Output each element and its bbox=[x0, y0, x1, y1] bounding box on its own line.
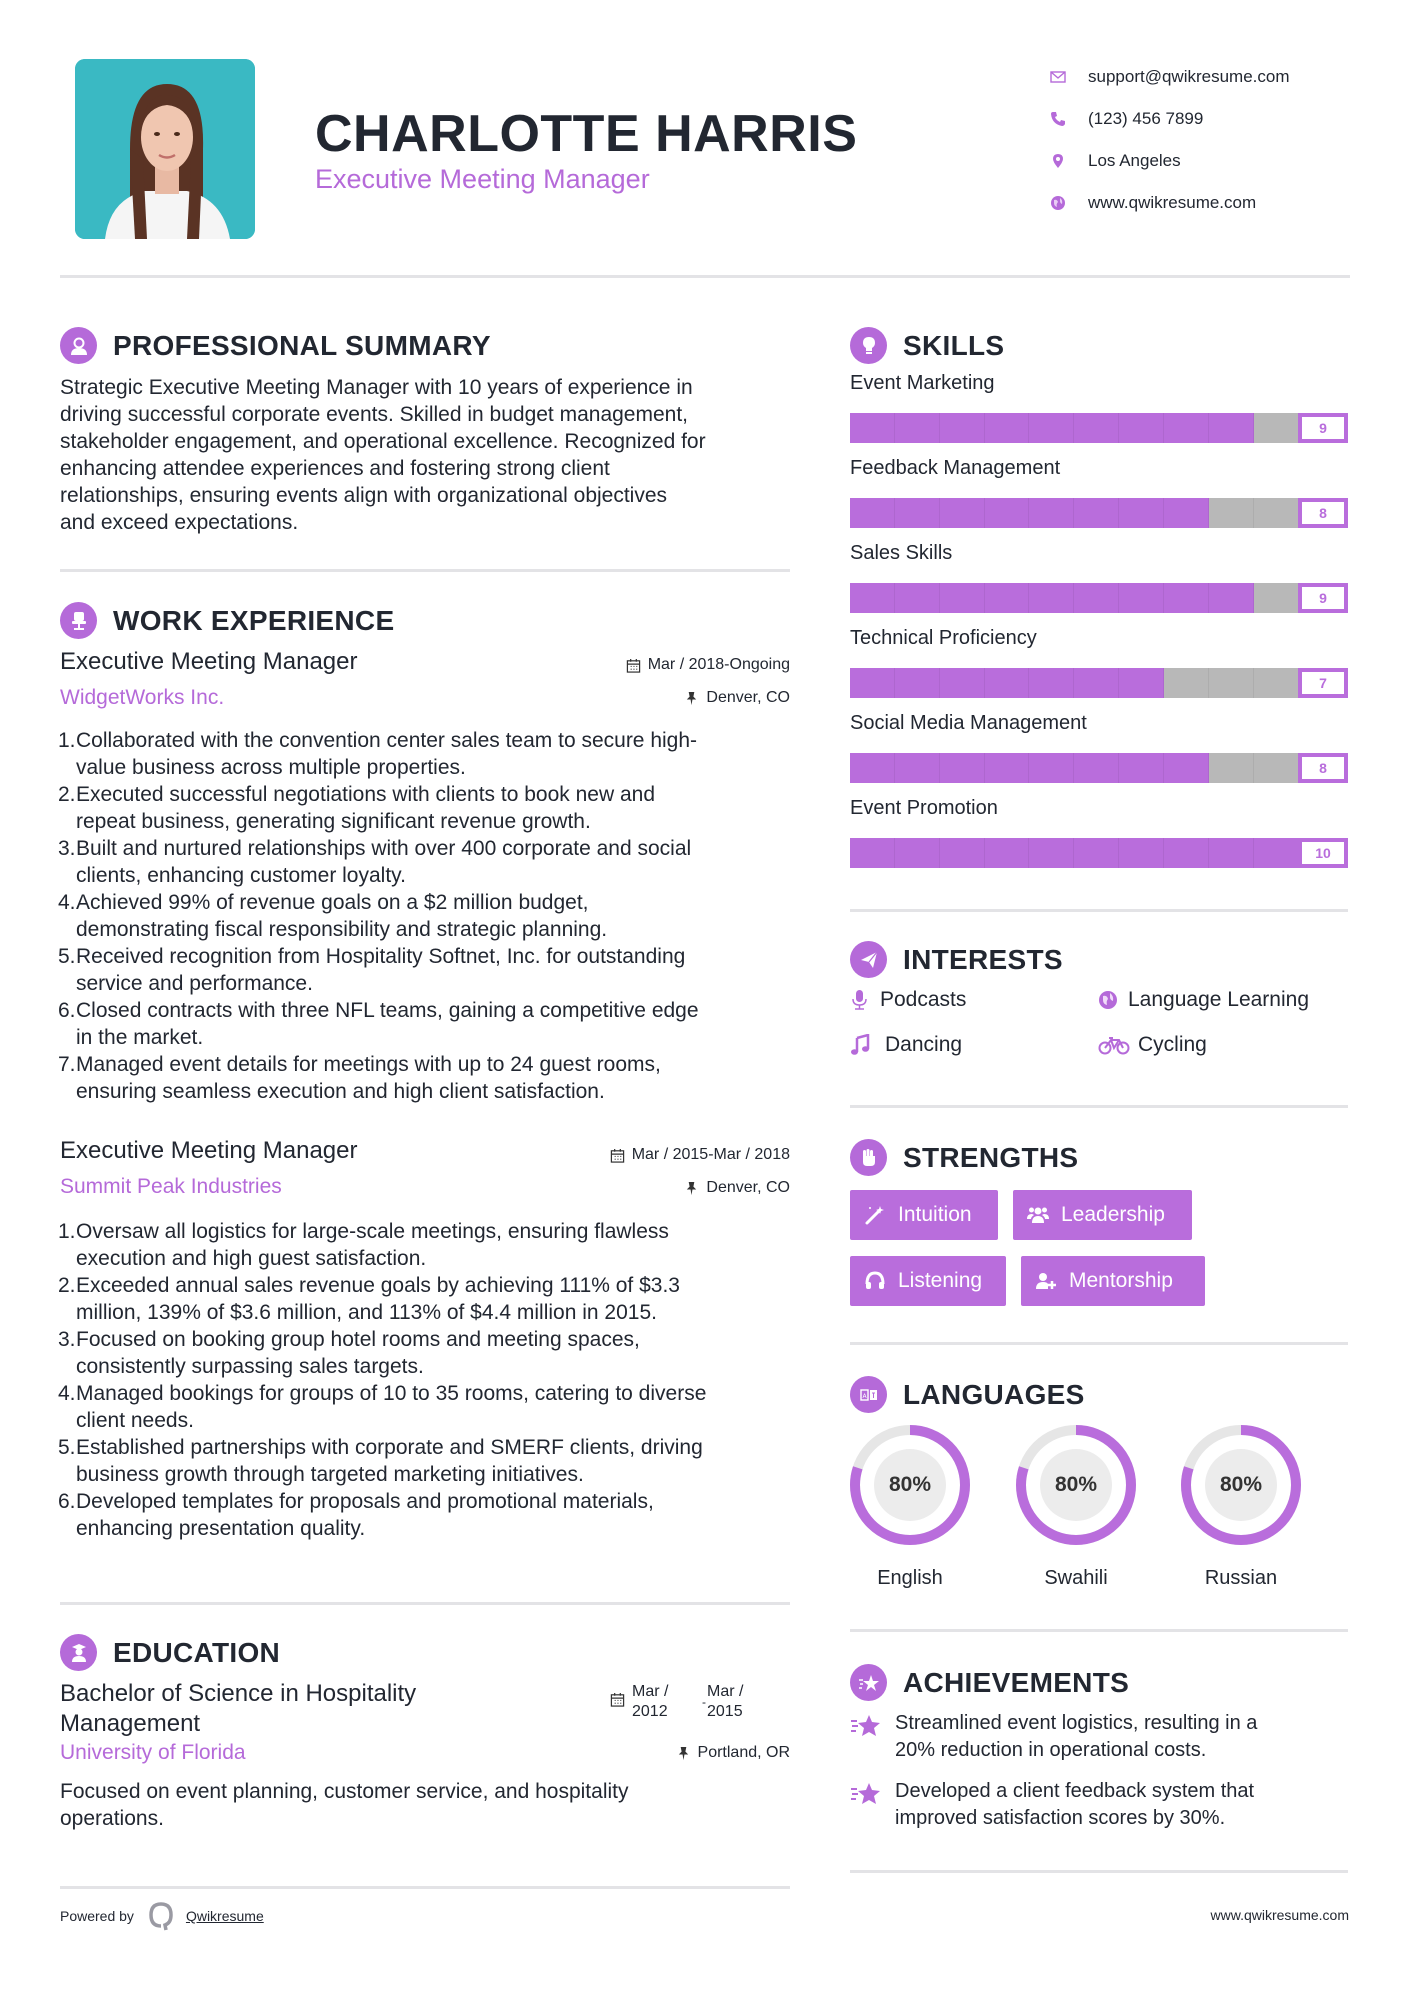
summary-line: Strategic Executive Meeting Manager with 10 years of experience in bbox=[60, 376, 693, 399]
language-percent: 80% bbox=[1054, 1473, 1098, 1496]
degree-title bbox=[60, 1679, 416, 1739]
bullet-item: 1. Collaborated with the convention center sales team to secure high- value business across multiple properties. bbox=[58, 729, 698, 779]
footer-powered-by bbox=[60, 1901, 264, 1931]
skill-score: 9 bbox=[1298, 413, 1348, 443]
skill-bar-segment bbox=[985, 413, 1030, 443]
language-ring bbox=[1179, 1423, 1303, 1547]
lightbulb-icon bbox=[850, 327, 887, 364]
interest-item bbox=[1098, 1033, 1207, 1057]
school-name: University of Florida bbox=[60, 1741, 246, 1764]
skill-bar-segment bbox=[1029, 668, 1074, 698]
skill-bar bbox=[850, 753, 1348, 783]
star-icon bbox=[850, 1664, 887, 1701]
skill-bar-segment bbox=[1254, 838, 1299, 868]
headphones-icon bbox=[864, 1270, 886, 1292]
svg-text:A: A bbox=[862, 1392, 867, 1400]
skill-label: Sales Skills bbox=[850, 542, 953, 564]
summary-title: PROFESSIONAL SUMMARY bbox=[113, 329, 491, 361]
skill-bar-segment bbox=[1254, 753, 1299, 783]
skill-score: 7 bbox=[1298, 668, 1348, 698]
work-heading bbox=[60, 602, 394, 639]
language-ring bbox=[1014, 1423, 1138, 1547]
skill-bar-segment bbox=[940, 583, 985, 613]
strength-chip bbox=[850, 1190, 998, 1240]
bullet-item: 4. Achieved 99% of revenue goals on a $2 million budget, demonstrating fiscal responsibility and strategic planning. bbox=[58, 891, 608, 941]
skill-bar-segment bbox=[1074, 753, 1119, 783]
skill-bar-segment bbox=[1074, 498, 1119, 528]
bullet-item: 5. Established partnerships with corporate and SMERF clients, driving business growth through targeted marketing initiatives. bbox=[58, 1436, 703, 1486]
candidate-title: Executive Meeting Manager bbox=[315, 164, 650, 194]
skill-label: Event Marketing bbox=[850, 372, 995, 394]
company-name: WidgetWorks Inc. bbox=[60, 686, 225, 709]
skill-bar-segment bbox=[1164, 668, 1209, 698]
achievements-heading bbox=[850, 1664, 1129, 1701]
skill-score: 10 bbox=[1298, 838, 1348, 868]
education-location bbox=[560, 1744, 790, 1762]
education-start-date: Mar / 2012 bbox=[632, 1683, 669, 1720]
section-divider bbox=[850, 1105, 1348, 1108]
section-divider bbox=[850, 1629, 1348, 1632]
job-title: Executive Meeting Manager bbox=[60, 1137, 358, 1164]
skill-bar bbox=[850, 838, 1348, 868]
job-bullets bbox=[58, 1218, 798, 1542]
skill-bar-segment bbox=[1029, 838, 1074, 868]
interest-item bbox=[850, 1033, 962, 1057]
office-chair-icon bbox=[60, 602, 97, 639]
profile-photo-illustration bbox=[75, 59, 255, 239]
calendar-icon bbox=[610, 1148, 625, 1163]
skill-bar-segment bbox=[850, 498, 895, 528]
skill-bar bbox=[850, 668, 1348, 698]
skill-bar-segment bbox=[1119, 498, 1164, 528]
user-icon bbox=[60, 327, 97, 364]
skill-bar-segment bbox=[1074, 583, 1119, 613]
skill-bar-segment bbox=[895, 838, 940, 868]
skill-bar-segment bbox=[1164, 413, 1209, 443]
summary-line: and exceed expectations. bbox=[60, 511, 299, 534]
bullet-item: 4. Managed bookings for groups of 10 to 35 rooms, catering to diverse client needs. bbox=[58, 1382, 707, 1432]
skill-bar-segment bbox=[1254, 668, 1299, 698]
education-title: EDUCATION bbox=[113, 1636, 281, 1668]
strengths-heading bbox=[850, 1139, 1078, 1176]
language-percent: 80% bbox=[1219, 1473, 1263, 1496]
skill-score: 8 bbox=[1298, 498, 1348, 528]
calendar-icon bbox=[610, 1692, 625, 1707]
job-title: Executive Meeting Manager bbox=[60, 648, 358, 675]
skills-heading bbox=[850, 327, 1004, 364]
profile-photo bbox=[75, 59, 255, 239]
language-name: English bbox=[877, 1567, 943, 1589]
skill-bar-segment bbox=[1029, 498, 1074, 528]
skill-bar bbox=[850, 413, 1348, 443]
skill-bar-segment bbox=[985, 838, 1030, 868]
header-divider bbox=[60, 275, 1350, 278]
users-icon bbox=[1027, 1204, 1049, 1226]
education-end-date: - Mar / 2015 bbox=[702, 1683, 744, 1720]
qwikresume-link[interactable]: Qwikresume bbox=[185, 1908, 264, 1924]
bullet-item: 2. Exceeded annual sales revenue goals by achieving 111% of $3.3 million, 139% of $3.6 million, and 113% of $4.4 million in 2015. bbox=[58, 1274, 680, 1324]
degree-line: Bachelor of Science in Hospitality bbox=[60, 1680, 417, 1707]
skill-bar-segment bbox=[1254, 583, 1299, 613]
contact-website-text: www.qwikresume.com bbox=[1088, 193, 1257, 212]
skill-bar bbox=[850, 498, 1348, 528]
calendar-icon bbox=[626, 658, 641, 673]
skill-bar-segment bbox=[895, 413, 940, 443]
bullet-item: 2. Executed successful negotiations with clients to book new and repeat business, generating significant revenue growth. bbox=[58, 783, 656, 833]
language-ring bbox=[848, 1423, 972, 1547]
languages-heading bbox=[850, 1376, 1085, 1413]
powered-by-label: Powered by bbox=[60, 1908, 134, 1924]
interest-label: Podcasts bbox=[880, 988, 967, 1011]
skill-item bbox=[850, 627, 1348, 698]
strength-label: Listening bbox=[898, 1269, 983, 1292]
job-dates-text: Mar / 2015-Mar / 2018 bbox=[631, 1146, 790, 1163]
skill-bar-segment bbox=[1164, 753, 1209, 783]
bullet-item: 1. Oversaw all logistics for large-scale meetings, ensuring flawless execution and high guest satisfaction. bbox=[58, 1220, 669, 1270]
job-dates bbox=[560, 656, 790, 674]
skill-bar-segment bbox=[1119, 838, 1164, 868]
company-name: Summit Peak Industries bbox=[60, 1175, 282, 1198]
contact-location-text: Los Angeles bbox=[1088, 151, 1181, 170]
skill-bar-segment bbox=[895, 498, 940, 528]
skill-bar-segment bbox=[895, 753, 940, 783]
education-location-text: Portland, OR bbox=[697, 1744, 790, 1761]
pushpin-icon bbox=[684, 1181, 699, 1196]
microphone-icon bbox=[850, 989, 880, 1011]
interests-heading bbox=[850, 941, 1063, 978]
skill-bar-segment bbox=[1209, 413, 1254, 443]
skill-bar-segment bbox=[850, 838, 895, 868]
translate-icon bbox=[850, 1376, 887, 1413]
qwikresume-logo-icon bbox=[148, 1901, 174, 1931]
fist-icon bbox=[850, 1139, 887, 1176]
skill-bar-segment bbox=[940, 668, 985, 698]
skill-bar-segment bbox=[1209, 753, 1254, 783]
summary-heading bbox=[60, 327, 491, 364]
skill-bar-segment bbox=[1209, 668, 1254, 698]
globe-icon bbox=[1050, 195, 1088, 211]
skill-item bbox=[850, 372, 1348, 443]
globe-icon bbox=[1098, 989, 1128, 1011]
strength-chip bbox=[850, 1256, 1006, 1306]
section-divider bbox=[850, 909, 1348, 912]
skill-label: Technical Proficiency bbox=[850, 627, 1037, 649]
job-bullets bbox=[58, 727, 798, 1105]
star-icon bbox=[850, 1778, 895, 1813]
phone-icon bbox=[1050, 111, 1088, 127]
graduate-icon bbox=[60, 1634, 97, 1671]
contact-website[interactable] bbox=[1050, 182, 1290, 224]
interests-title: INTERESTS bbox=[903, 943, 1063, 975]
interest-item bbox=[1098, 988, 1309, 1012]
skill-bar-segment bbox=[1209, 498, 1254, 528]
job-location-text: Denver, CO bbox=[706, 1179, 790, 1196]
skill-label: Social Media Management bbox=[850, 712, 1087, 734]
skills-title: SKILLS bbox=[903, 329, 1005, 361]
strength-chip bbox=[1021, 1256, 1205, 1306]
bullet-item: 5. Received recognition from Hospitality Softnet, Inc. for outstanding service and performance. bbox=[58, 945, 686, 995]
skill-bar-segment bbox=[850, 753, 895, 783]
skill-bar-segment bbox=[1074, 668, 1119, 698]
skill-item bbox=[850, 542, 1348, 613]
strengths-title: STRENGTHS bbox=[903, 1141, 1079, 1173]
job-location bbox=[560, 1179, 790, 1197]
user-plus-icon bbox=[1035, 1270, 1057, 1292]
language-item bbox=[1014, 1423, 1138, 1590]
bullet-item: 3. Built and nurtured relationships with over 400 corporate and social clients, enhancing customer loyalty. bbox=[58, 837, 692, 887]
section-divider bbox=[850, 1870, 1348, 1873]
skill-label: Event Promotion bbox=[850, 797, 998, 819]
strength-label: Intuition bbox=[898, 1203, 972, 1226]
interest-label: Language Learning bbox=[1128, 988, 1310, 1011]
contact-email-text: support@qwikresume.com bbox=[1088, 67, 1290, 86]
skill-item bbox=[850, 457, 1348, 528]
skill-score: 9 bbox=[1298, 583, 1348, 613]
job-dates bbox=[540, 1146, 790, 1164]
bullet-item: 6. Developed templates for proposals and promotional materials, enhancing presentation quality. bbox=[58, 1490, 654, 1540]
skill-bar-segment bbox=[850, 413, 895, 443]
interest-label: Cycling bbox=[1138, 1033, 1207, 1056]
pushpin-icon bbox=[676, 1746, 691, 1761]
job-location-text: Denver, CO bbox=[706, 689, 790, 706]
summary-line: relationships, ensuring events align with organizational objectives bbox=[60, 484, 668, 507]
work-title: WORK EXPERIENCE bbox=[113, 604, 395, 636]
skill-item bbox=[850, 712, 1348, 783]
star-icon bbox=[850, 1710, 895, 1745]
achievements-title: ACHIEVEMENTS bbox=[903, 1666, 1130, 1698]
strength-label: Leadership bbox=[1061, 1203, 1165, 1226]
skill-bar-segment bbox=[1119, 668, 1164, 698]
skill-score: 8 bbox=[1298, 753, 1348, 783]
skill-item bbox=[850, 797, 1348, 868]
language-item bbox=[1179, 1423, 1303, 1590]
contact-phone-text: (123) 456 7899 bbox=[1088, 109, 1204, 128]
interest-item bbox=[850, 988, 966, 1012]
skill-bar-segment bbox=[1119, 753, 1164, 783]
skill-bar-segment bbox=[1254, 413, 1299, 443]
skill-bar-segment bbox=[895, 583, 940, 613]
strength-chip bbox=[1013, 1190, 1192, 1240]
magic-wand-icon bbox=[864, 1204, 886, 1226]
skill-bar-segment bbox=[1074, 838, 1119, 868]
section-divider bbox=[850, 1342, 1348, 1345]
skill-bar-segment bbox=[985, 668, 1030, 698]
job-location bbox=[560, 689, 790, 707]
skill-bar-segment bbox=[985, 753, 1030, 783]
skill-bar-segment bbox=[1164, 583, 1209, 613]
section-divider bbox=[60, 1886, 790, 1889]
skill-bar-segment bbox=[1074, 413, 1119, 443]
skill-bar bbox=[850, 583, 1348, 613]
education-dates bbox=[610, 1682, 800, 1722]
bullet-item: 6. Closed contracts with three NFL teams, gaining a competitive edge in the market. bbox=[58, 999, 699, 1049]
envelope-icon bbox=[1050, 69, 1088, 85]
music-note-icon bbox=[850, 1034, 880, 1056]
summary-line: stakeholder engagement, and operational excellence. Recognized for bbox=[60, 430, 706, 453]
map-pin-icon bbox=[1050, 153, 1088, 169]
language-item bbox=[848, 1423, 972, 1590]
interest-label: Dancing bbox=[885, 1033, 963, 1056]
achievement-text: Developed a client feedback system that improved satisfaction scores by 30%. bbox=[895, 1780, 1255, 1829]
paper-plane-icon bbox=[850, 941, 887, 978]
education-description: Focused on event planning, customer service, and hospitality operations. bbox=[60, 1780, 629, 1830]
skill-bar-segment bbox=[1029, 753, 1074, 783]
summary-text bbox=[60, 374, 800, 536]
skill-bar-segment bbox=[1209, 838, 1254, 868]
bullet-item: 7. Managed event details for meetings with up to 24 guest rooms, ensuring seamless execution and high client satisfaction. bbox=[58, 1053, 661, 1103]
section-divider bbox=[60, 569, 790, 572]
skill-bar-segment bbox=[1209, 583, 1254, 613]
skill-bar-segment bbox=[940, 413, 985, 443]
strength-label: Mentorship bbox=[1069, 1269, 1173, 1292]
skill-bar-segment bbox=[985, 583, 1030, 613]
summary-line: driving successful corporate events. Skilled in budget management, bbox=[60, 403, 689, 426]
skill-bar-segment bbox=[1254, 498, 1299, 528]
skill-bar-segment bbox=[940, 753, 985, 783]
skill-bar-segment bbox=[1119, 583, 1164, 613]
skill-bar-segment bbox=[940, 498, 985, 528]
language-name: Swahili bbox=[1044, 1567, 1108, 1589]
skill-bar-segment bbox=[850, 668, 895, 698]
degree-line: Management bbox=[60, 1710, 201, 1737]
education-heading bbox=[60, 1634, 280, 1671]
skill-label: Feedback Management bbox=[850, 457, 1061, 479]
skill-bar-segment bbox=[1119, 413, 1164, 443]
bullet-item: 3. Focused on booking group hotel rooms and meeting spaces, consistently surpassing sales targets. bbox=[58, 1328, 640, 1378]
pushpin-icon bbox=[684, 691, 699, 706]
job-dates-text: Mar / 2018-Ongoing bbox=[647, 656, 790, 673]
summary-line: enhancing attendee experiences and fostering strong client bbox=[60, 457, 610, 480]
language-percent: 80% bbox=[888, 1473, 932, 1496]
contact-list bbox=[1050, 56, 1290, 224]
skill-bar-segment bbox=[850, 583, 895, 613]
skill-bar-segment bbox=[985, 498, 1030, 528]
skill-bar-segment bbox=[1029, 413, 1074, 443]
skill-bar-segment bbox=[1029, 583, 1074, 613]
achievement-item bbox=[850, 1710, 1350, 1764]
skill-bar-segment bbox=[1164, 498, 1209, 528]
footer-website-link[interactable]: www.qwikresume.com bbox=[1210, 1907, 1349, 1923]
skill-bar-segment bbox=[940, 838, 985, 868]
contact-phone[interactable] bbox=[1050, 98, 1290, 140]
skill-bar-segment bbox=[1164, 838, 1209, 868]
bicycle-icon bbox=[1098, 1034, 1138, 1056]
section-divider bbox=[60, 1602, 790, 1605]
languages-title: LANGUAGES bbox=[903, 1378, 1085, 1410]
language-name: Russian bbox=[1204, 1567, 1278, 1589]
contact-location bbox=[1050, 140, 1290, 182]
candidate-name: CHARLOTTE HARRIS bbox=[315, 105, 858, 163]
achievement-item bbox=[850, 1778, 1350, 1832]
contact-email[interactable] bbox=[1050, 56, 1290, 98]
skill-bar-segment bbox=[895, 668, 940, 698]
achievement-text: Streamlined event logistics, resulting in a 20% reduction in operational costs. bbox=[895, 1712, 1258, 1761]
